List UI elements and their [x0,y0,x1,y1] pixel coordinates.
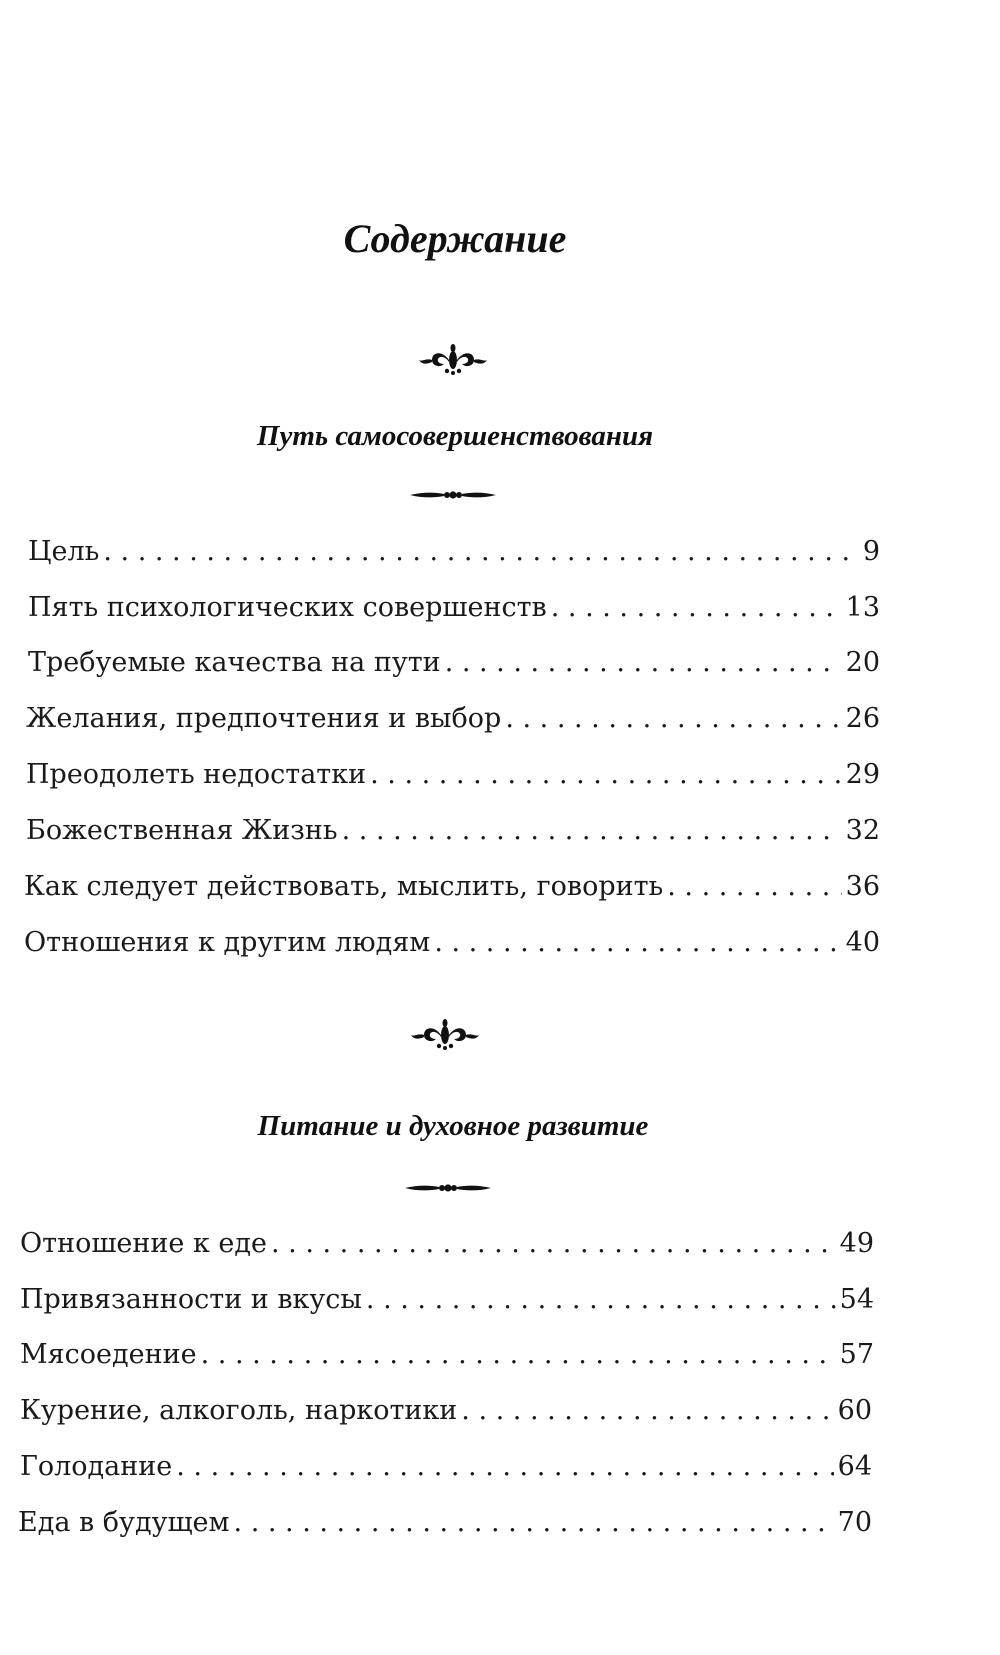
toc-entry-label: Отношение к еде [20,1228,267,1259]
dot-leader [176,1447,833,1487]
toc-entry-label: Преодолеть недостатки [26,759,367,790]
toc-entry[interactable] [26,811,880,851]
toc-entry-label: Еда в будущем [18,1507,230,1538]
dot-leader [461,1391,833,1431]
toc-entry-label: Отношения к другим людям [24,927,431,958]
page-title: Содержание [343,216,567,261]
divider-ornament-icon [405,1181,491,1195]
dot-leader [434,923,841,963]
toc-entry-page: 57 [839,1339,874,1370]
toc-entry-label: Требуемые качества на пути [28,647,441,678]
toc-entry[interactable] [28,643,880,683]
dot-leader [445,643,842,683]
dot-leader [505,699,841,739]
toc-entry-page: 49 [839,1228,874,1259]
dot-leader [370,755,842,795]
section-heading-2: Питание и духовное развитие [257,1110,649,1142]
toc-entry-page: 29 [845,759,880,790]
dot-leader [234,1503,834,1543]
toc-entry-label: Пять психологических совершенств [28,592,547,623]
toc-entry-page: 32 [845,815,880,846]
dot-leader [366,1280,836,1320]
fleuron-ornament-icon [410,1015,480,1051]
toc-entry-page: 54 [839,1284,874,1315]
section-heading-1: Путь самосовершенствования [256,420,654,452]
toc-entry[interactable] [20,1391,872,1431]
toc-entry-label: Курение, алкоголь, наркотики [20,1395,458,1426]
toc-entry-page: 60 [837,1395,872,1426]
dot-leader [103,532,858,572]
toc-entry-page: 70 [837,1507,872,1538]
toc-entry[interactable] [20,1224,874,1264]
dot-leader [342,811,842,851]
dot-leader [201,1335,836,1375]
toc-entry-label: Голодание [20,1451,173,1482]
toc-entry[interactable] [26,699,880,739]
toc-entry-page: 26 [845,703,880,734]
toc-entry-label: Привязанности и вкусы [20,1284,362,1315]
toc-entry-label: Божественная Жизнь [26,815,338,846]
toc-entry-page: 36 [845,871,880,902]
toc-entry-page: 40 [845,927,880,958]
toc-entry-label: Желания, предпочтения и выбор [26,703,502,734]
toc-entry[interactable] [26,755,880,795]
toc-entry[interactable] [20,1447,872,1487]
dot-leader [271,1224,836,1264]
toc-entry[interactable] [24,923,880,963]
toc-entry-page: 13 [845,592,880,623]
toc-entry[interactable] [20,1280,874,1320]
fleuron-ornament-icon [418,340,488,376]
toc-entry[interactable] [28,588,880,628]
toc-entry-label: Мясоедение [20,1339,197,1370]
dot-leader [551,588,842,628]
toc-entry[interactable] [20,1335,874,1375]
dot-leader [667,867,841,907]
toc-entry-page: 9 [862,536,880,567]
toc-entry[interactable] [28,532,880,572]
toc-entry-page: 64 [837,1451,872,1482]
divider-ornament-icon [410,488,496,502]
toc-entry-label: Как следует действовать, мыслить, говорить [24,871,664,902]
toc-entry-page: 20 [845,647,880,678]
toc-entry-label: Цель [28,536,100,567]
toc-entry[interactable] [18,1503,872,1543]
toc-entry[interactable] [24,867,880,907]
